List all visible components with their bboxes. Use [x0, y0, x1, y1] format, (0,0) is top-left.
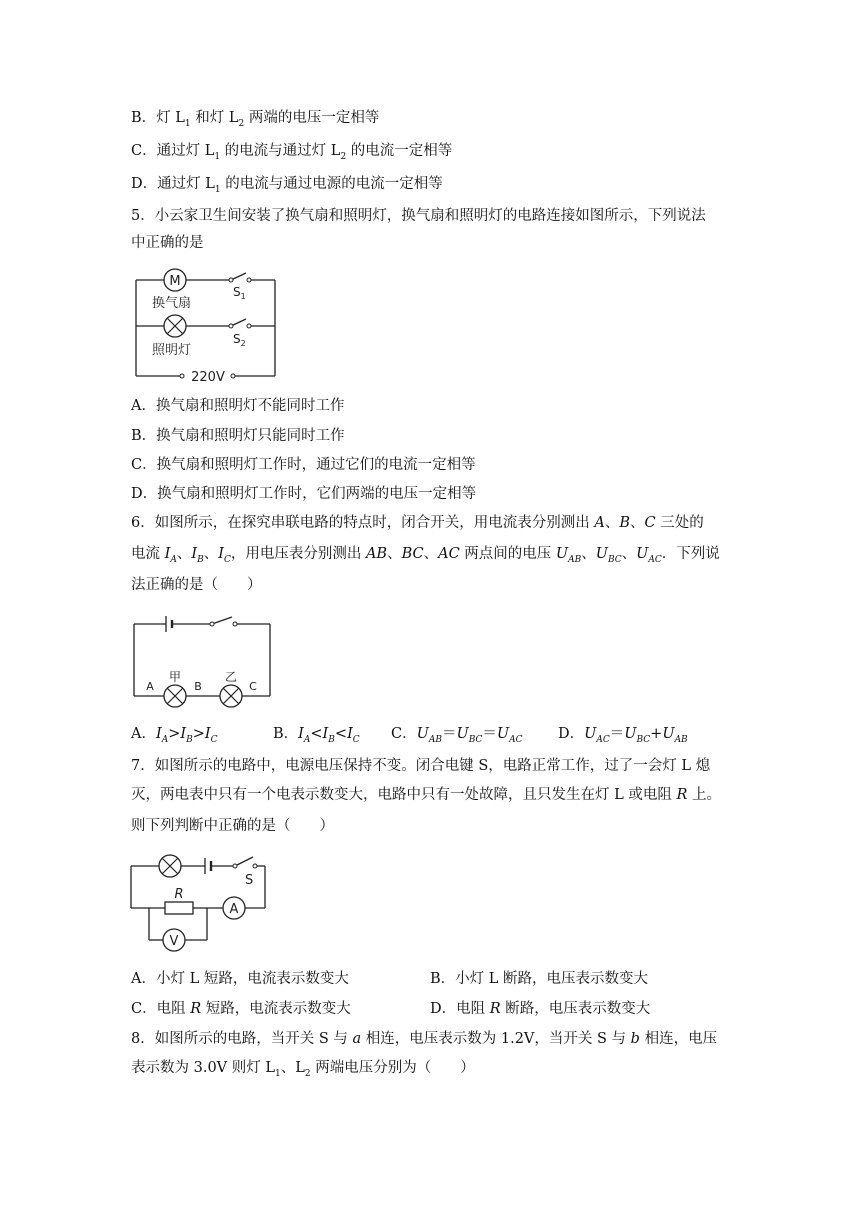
- lamp-yi-icon: [220, 685, 242, 707]
- fan-label: 换气扇: [152, 296, 192, 311]
- point-b-label: B: [194, 680, 202, 693]
- q4-option-c: C．通过灯 $L_1$ 的电流与通过灯 $L_2$ 的电流一定相等: [131, 143, 453, 162]
- jia-label: 甲: [168, 670, 182, 684]
- q4-option-b: B．灯 $L_1$ 和灯 $L_2$ 两端的电压一定相等: [131, 110, 380, 129]
- q7-option-a: A．小灯 L 短路，电流表示数变大: [131, 971, 349, 987]
- lamp-icon: [164, 315, 186, 337]
- switch-s-label: S: [245, 873, 254, 888]
- q6-stem-line1: 6．如图所示，在探究串联电路的特点时，闭合开关，用电流表分别测出 A、B、C 三处的: [131, 515, 704, 531]
- resistor-r-label: R: [174, 887, 184, 902]
- point-c-label: C: [249, 680, 257, 693]
- q6-stem-line3: 法正确的是（ ）: [131, 577, 262, 593]
- q6-option-a: A．$I_A>I_B>I_C$: [131, 726, 218, 745]
- s2-label: $S_2$: [233, 332, 246, 348]
- q5-option-c: C．换气扇和照明灯工作时，通过它们的电流一定相等: [131, 457, 476, 473]
- q5-option-b: B．换气扇和照明灯只能同时工作: [131, 428, 345, 444]
- q6-stem-line2: 电流 $I_A$、$I_B$、$I_C$，用电压表分别测出 AB、BC、AC 两点间的电压 $U_{AB}$、$U_{BC}$、$U_{AC}$．下列说: [131, 546, 720, 565]
- q7-stem-line1: 7．如图所示的电路中，电源电压保持不变。闭合电键 S，电路正常工作，过了一会灯 L 熄: [131, 758, 711, 774]
- q6-option-b: B．$I_A<I_B<I_C$: [273, 726, 360, 745]
- q8-stem-line1: 8．如图所示的电路，当开关 S 与 a 相连，电压表示数为 1.2V，当开关 S 与 b 相连，电压: [131, 1031, 718, 1047]
- q5-stem-line1: 5．小云家卫生间安装了换气扇和照明灯，换气扇和照明灯的电路连接如图所示，下列说法: [131, 208, 706, 224]
- q5-option-a: A．换气扇和照明灯不能同时工作: [131, 398, 345, 414]
- q7-stem-line3: 则下列判断中正确的是（ ）: [131, 818, 334, 834]
- voltage-label: 220V: [191, 370, 225, 382]
- yi-label: 乙: [224, 670, 238, 684]
- lamp-label: 照明灯: [152, 343, 192, 358]
- lamp-l-icon: [159, 855, 181, 877]
- q6-option-d: D．$U_{AC}=U_{BC}+U_{AB}$: [558, 726, 688, 745]
- point-a-label: A: [146, 680, 154, 693]
- q5-option-d: D．换气扇和照明灯工作时，它们两端的电压一定相等: [131, 486, 477, 502]
- q5-stem-line2: 中正确的是: [131, 235, 204, 251]
- q8-stem-line2: 表示数为 3.0V 则灯 $L_1$、$L_2$ 两端电压分别为（ ）: [131, 1060, 475, 1079]
- q5-circuit-diagram: [128, 264, 288, 382]
- motor-label: M: [169, 274, 181, 289]
- ammeter-label: A: [229, 902, 239, 917]
- q6-option-c: C．$U_{AB}=U_{BC}=U_{AC}$: [391, 726, 523, 745]
- lamp-jia-icon: [164, 685, 186, 707]
- s1-label: $S_1$: [233, 285, 246, 301]
- voltmeter-label: V: [169, 934, 179, 949]
- q7-circuit-diagram: [127, 848, 272, 958]
- q7-option-d: D．电阻 R 断路，电压表示数变大: [430, 1001, 651, 1017]
- q4-option-d: D．通过灯 $L_1$ 的电流与通过电源的电流一定相等: [131, 176, 443, 195]
- q6-circuit-diagram: [128, 610, 278, 710]
- q7-stem-line2: 灭，两电表中只有一个电表示数变大，电路中只有一处故障，且只发生在灯 L 或电阻 R 上。: [131, 787, 721, 803]
- q7-option-b: B．小灯 L 断路，电压表示数变大: [430, 971, 649, 987]
- q7-option-c: C．电阻 R 短路，电流表示数变大: [131, 1001, 351, 1017]
